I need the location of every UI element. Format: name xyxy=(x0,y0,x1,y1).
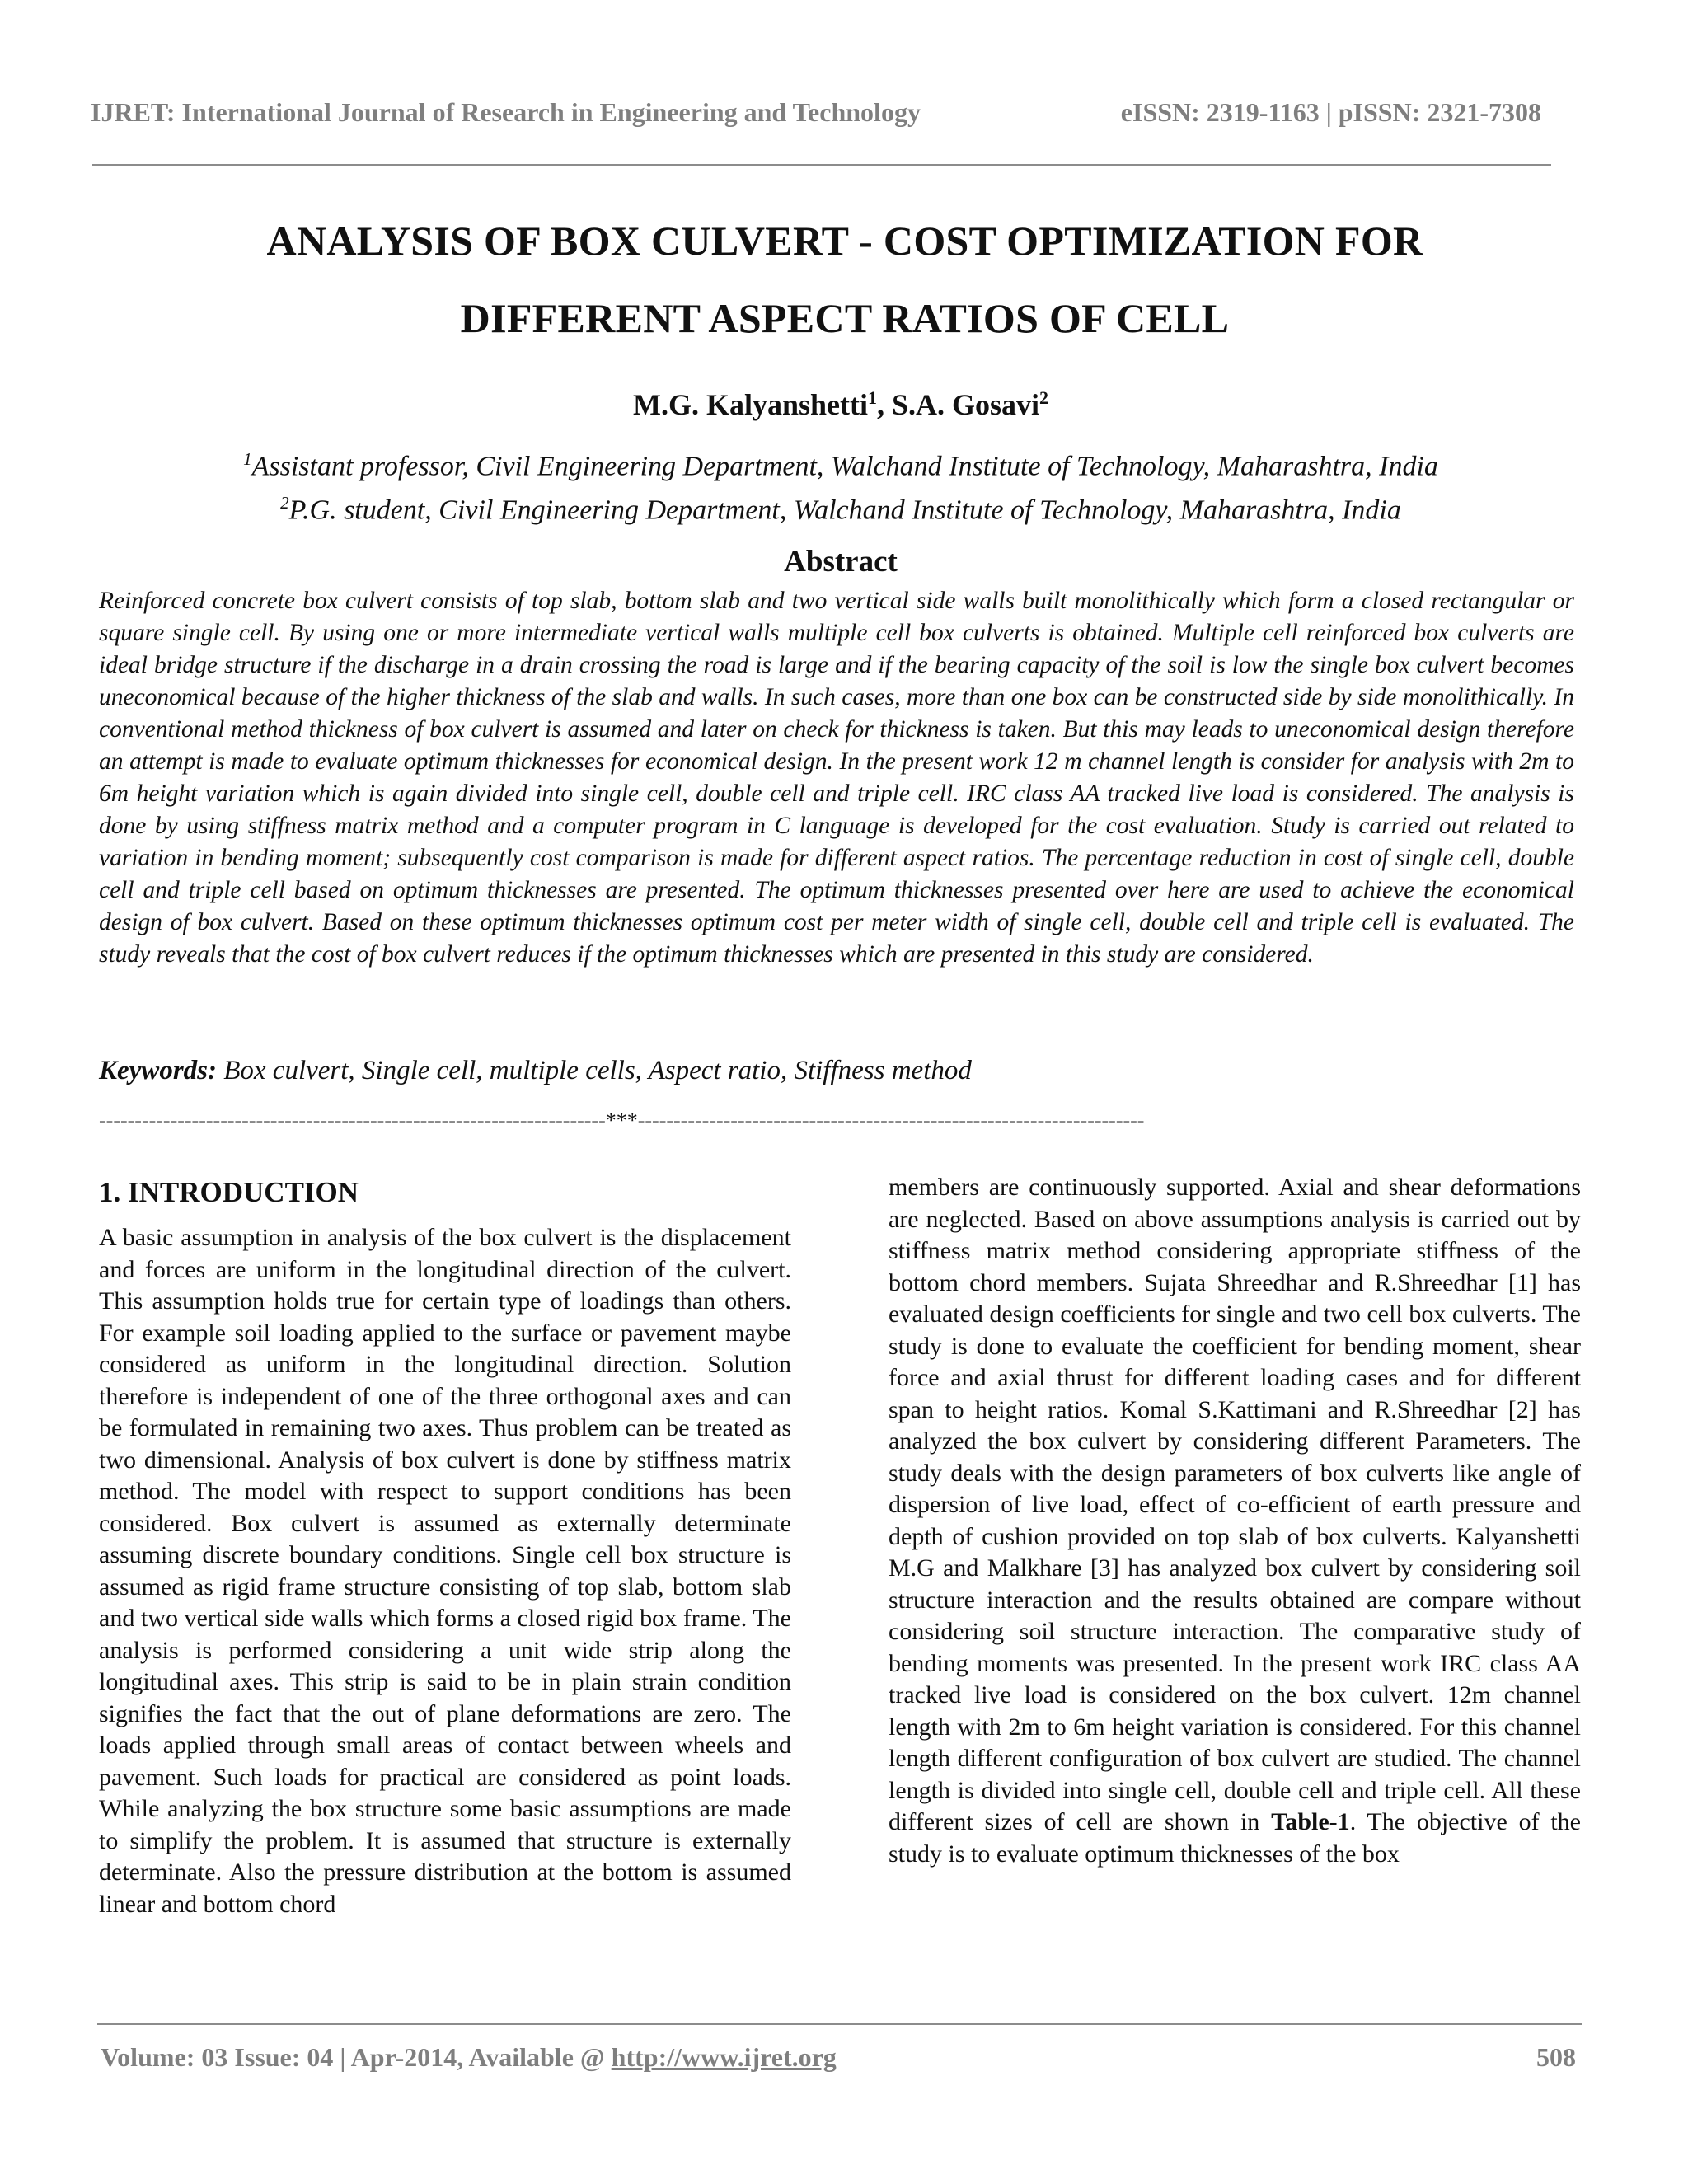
running-header xyxy=(91,97,1541,128)
author-1: M.G. Kalyanshetti xyxy=(632,388,868,421)
affiliation-mark: 2 xyxy=(280,493,289,513)
running-footer xyxy=(101,2042,1576,2073)
keywords-label: Keywords: xyxy=(99,1056,217,1085)
left-column xyxy=(99,1174,791,1920)
keywords xyxy=(99,1056,1574,1086)
author-2: S.A. Gosavi xyxy=(891,388,1040,421)
journal-link[interactable]: http://www.ijret.org xyxy=(611,2042,837,2072)
affiliation-text: P.G. student, Civil Engineering Department, Walchand Institute of Technology, Maharashtra, India xyxy=(288,494,1401,526)
affiliation-text: Assistant professor, Civil Engineering Department, Walchand Institute of Technology, Maharashtra, India xyxy=(251,451,1438,482)
author-1-affil-mark: 1 xyxy=(867,387,877,408)
affiliation-mark: 1 xyxy=(243,449,252,469)
keywords-text: Box culvert, Single cell, multiple cells, Aspect ratio, Stiffness method xyxy=(217,1056,972,1085)
paper-title xyxy=(148,202,1541,357)
paragraph-text: members are continuously supported. Axial and shear deformations are neglected. Based on above assumptions analysis is carried out by stiffness matrix method considering appropriate stiffness of the bottom chord members. Sujata Shreedhar and R.Shreedhar [1] has evaluated design coefficients for single and two cell box culverts. The study is done to evaluate the coefficient for bending moment, shear force and axial thrust for different loading cases and for different span to height ratios. Komal S.Kattimani and R.Shreedhar [2] has analyzed the box culvert by considering different Parameters. The study deals with the design parameters of box culverts like angle of dispersion of live load, effect of co-efficient of earth pressure and depth of cushion provided on top slab of box culverts. Kalyanshetti M.G and Malkhare [3] has analyzed box culvert by considering soil structure interaction and the results obtained are compare without considering soil structure interaction. The comparative study of bending moments was presented. In the present work IRC class AA tracked live load is considered on the box culvert. 12m channel length with 2m to 6m height variation is considered. For this channel length different configuration of box culvert are studied. The channel length is divided into single cell, double cell and triple cell. All these different sizes of cell are shown in xyxy=(889,1174,1581,1835)
right-column xyxy=(889,1172,1581,1870)
author-list xyxy=(99,387,1582,422)
footer-divider xyxy=(97,2023,1582,2025)
journal-name: IJRET: International Journal of Research in Engineering and Technology xyxy=(91,97,921,127)
volume-text: Volume: 03 Issue: 04 | Apr-2014, Available @ xyxy=(101,2042,612,2072)
introduction-paragraph-continued xyxy=(889,1172,1581,1870)
page-number: 508 xyxy=(1536,2042,1576,2072)
author-separator: , xyxy=(876,388,892,421)
introduction-paragraph: A basic assumption in analysis of the box culvert is the displacement and forces are uniform in the longitudinal direction of the culvert. This assumption holds true for certain type of loadings than others. For example soil loading applied to the surface or pavement maybe considered as uniform in the longitudinal direction. Solution therefore is independent of one of the three orthogonal axes and can be formulated in remaining two axes. Thus problem can be treated as two dimensional. Analysis of box culvert is done by stiffness matrix method. The model with respect to support conditions has been considered. Box culvert is assumed as externally determinate assuming discrete boundary conditions. Single cell box structure is assumed as rigid frame structure consisting of top slab, bottom slab and two vertical side walls which forms a closed rigid box frame. The analysis is performed considering a unit wide strip along the longitudinal axes. This strip is said to be in plain strain condition signifies the fact that the out of plane deformations are zero. The loads applied through small areas of contact between wheels and pavement. Such loads for practical are considered as point loads. While analyzing the box structure some basic assumptions are made to simplify the problem. It is assumed that structure is externally determinate. Also the pressure distribution at the bottom is assumed linear and bottom chord xyxy=(99,1224,791,1918)
volume-info xyxy=(101,2042,837,2073)
issn-text: eISSN: 2319-1163 | pISSN: 2321-7308 xyxy=(1120,97,1541,127)
header-divider xyxy=(92,164,1551,166)
abstract-heading: Abstract xyxy=(784,545,898,579)
table-reference: Table-1 xyxy=(1271,1808,1350,1835)
section-separator: -----------------------------------------------------------------------***----------------------------------------------------------------------- xyxy=(99,1108,1145,1132)
title-line-2: DIFFERENT ASPECT RATIOS OF CELL xyxy=(460,295,1230,341)
abstract-body: Reinforced concrete box culvert consists of top slab, bottom slab and two vertical side walls built monolithically which form a closed rectangular or square single cell. By using one or more intermediate vertical walls multiple cell box culverts is obtained. Multiple cell reinforced box culverts are ideal bridge structure if the discharge in a drain crossing the road is large and if the bearing capacity of the soil is low the single box culvert becomes uneconomical because of the higher thickness of the slab and walls. In such cases, more than one box can be constructed side by side monolithically. In conventional method thickness of box culvert is assumed and later on check for thickness is taken. But this may leads to uneconomical design therefore an attempt is made to evaluate optimum thicknesses for economical design. In the present work 12 m channel length is consider for analysis with 2m to 6m height variation which is again divided into single cell, double cell and triple cell. IRC class AA tracked live load is considered. The analysis is done by using stiffness matrix method and a computer program in C language is developed for the cost evaluation. Study is carried out related to variation in bending moment; subsequently cost comparison is made for different aspect ratios. The percentage reduction in cost of single cell, double cell and triple cell based on optimum thicknesses are presented. The optimum thicknesses presented over here are used to achieve the economical design of box culvert. Based on these optimum thicknesses optimum cost per meter width of single cell, double cell and triple cell is evaluated. The study reveals that the cost of box culvert reduces if the optimum thicknesses which are presented in this study are considered. xyxy=(99,588,1574,968)
affiliation-2 xyxy=(99,485,1582,528)
section-heading-introduction: 1. INTRODUCTION xyxy=(99,1176,359,1208)
affiliations xyxy=(99,441,1582,529)
paragraph-text: . The objective of the study is to evaluate optimum thicknesses of the box xyxy=(889,1808,1581,1868)
affiliation-1 xyxy=(99,441,1582,485)
author-2-affil-mark: 2 xyxy=(1039,387,1049,408)
title-line-1: ANALYSIS OF BOX CULVERT - COST OPTIMIZATION FOR xyxy=(266,218,1423,264)
